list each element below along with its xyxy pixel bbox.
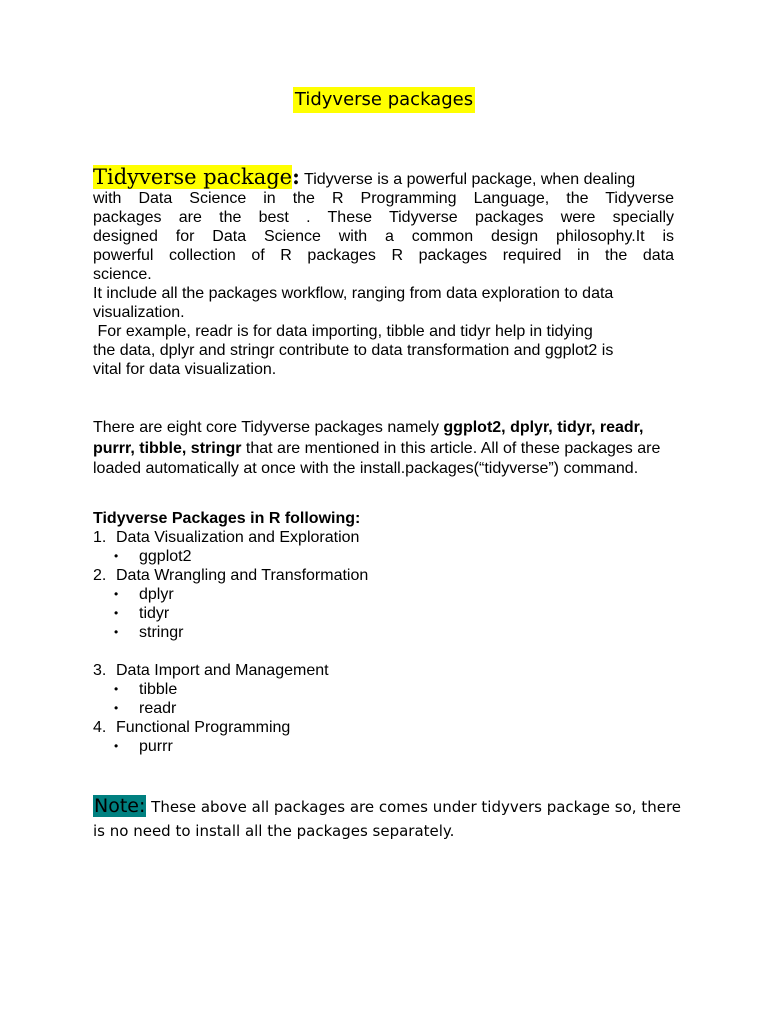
package-name: tidyr — [139, 605, 170, 622]
intro-line-6: science. — [93, 266, 152, 283]
core-packages-paragraph — [93, 418, 674, 480]
note-paragraph — [93, 794, 693, 843]
intro-line-4: designed for Data Science with a common design philosophy.It is — [93, 228, 674, 245]
intro-line-8: visualization. — [93, 304, 185, 321]
category-item — [93, 528, 674, 547]
package-name: stringr — [139, 624, 184, 641]
intro-paragraph — [93, 165, 674, 379]
list-spacer — [93, 642, 674, 661]
category-list — [93, 528, 674, 756]
package-name: readr — [139, 700, 177, 717]
bullet-icon: • — [114, 682, 119, 696]
category-name: Data Import and Management — [116, 662, 329, 679]
category-item — [93, 566, 674, 585]
category-item — [93, 661, 674, 680]
package-name: dplyr — [139, 586, 174, 603]
bullet-icon: • — [114, 549, 119, 563]
category-number: 1. — [93, 529, 107, 546]
bullet-icon: • — [114, 606, 119, 620]
intro-line-2: with Data Science in the R Programming Language, the Tidyverse — [93, 190, 674, 207]
list-heading: Tidyverse Packages in R following: — [93, 510, 361, 527]
package-item — [93, 699, 674, 718]
category-name: Data Wrangling and Transformation — [116, 567, 369, 584]
package-name: purrr — [139, 738, 173, 755]
intro-line-3: packages are the best . These Tidyverse packages were specially — [93, 209, 674, 226]
title-wrap — [0, 87, 768, 113]
document-title: Tidyverse packages — [293, 87, 475, 113]
bullet-icon: • — [114, 625, 119, 639]
category-name: Data Visualization and Exploration — [116, 529, 360, 546]
bullet-icon: • — [114, 587, 119, 601]
note-text: These above all packages are comes under tidyvers package so, there is no need to install all the packages separately. — [93, 798, 682, 840]
package-item — [93, 623, 674, 642]
core-packages-list: ggplot2, dplyr, tidyr, readr, purrr, tibble, stringr — [93, 419, 644, 457]
note-label: Note: — [94, 795, 146, 817]
package-item — [93, 737, 674, 756]
intro-line-9: For example, readr is for data importing, tibble and tidyr help in tidying — [93, 323, 593, 340]
package-item — [93, 680, 674, 699]
core-text-after: that are mentioned in this article. All of these packages are loaded automatically at once with the install.packages(“tidyverse”) command. — [93, 439, 661, 477]
category-number: 4. — [93, 719, 107, 736]
package-item — [93, 547, 674, 566]
lead-label: Tidyverse package — [93, 165, 293, 189]
intro-text: Tidyverse is a powerful package, when dealing — [299, 171, 636, 188]
intro-line-11: vital for data visualization. — [93, 361, 277, 378]
category-number: 3. — [93, 662, 107, 679]
intro-line-1 — [93, 165, 674, 189]
bullet-icon: • — [114, 739, 119, 753]
package-item — [93, 585, 674, 604]
package-item — [93, 604, 674, 623]
intro-line-7: It include all the packages workflow, ranging from data exploration to data — [93, 285, 614, 302]
bullet-icon: • — [114, 701, 119, 715]
category-number: 2. — [93, 567, 107, 584]
category-item — [93, 718, 674, 737]
package-name: tibble — [139, 681, 178, 698]
category-name: Functional Programming — [116, 719, 291, 736]
intro-line-5: powerful collection of R packages R packages required in the data — [93, 247, 674, 264]
package-name: ggplot2 — [139, 548, 192, 565]
lead-colon: : — [292, 164, 300, 189]
intro-line-10: the data, dplyr and stringr contribute to data transformation and ggplot2 is — [93, 342, 614, 359]
core-text-before: There are eight core Tidyverse packages namely — [93, 419, 444, 436]
